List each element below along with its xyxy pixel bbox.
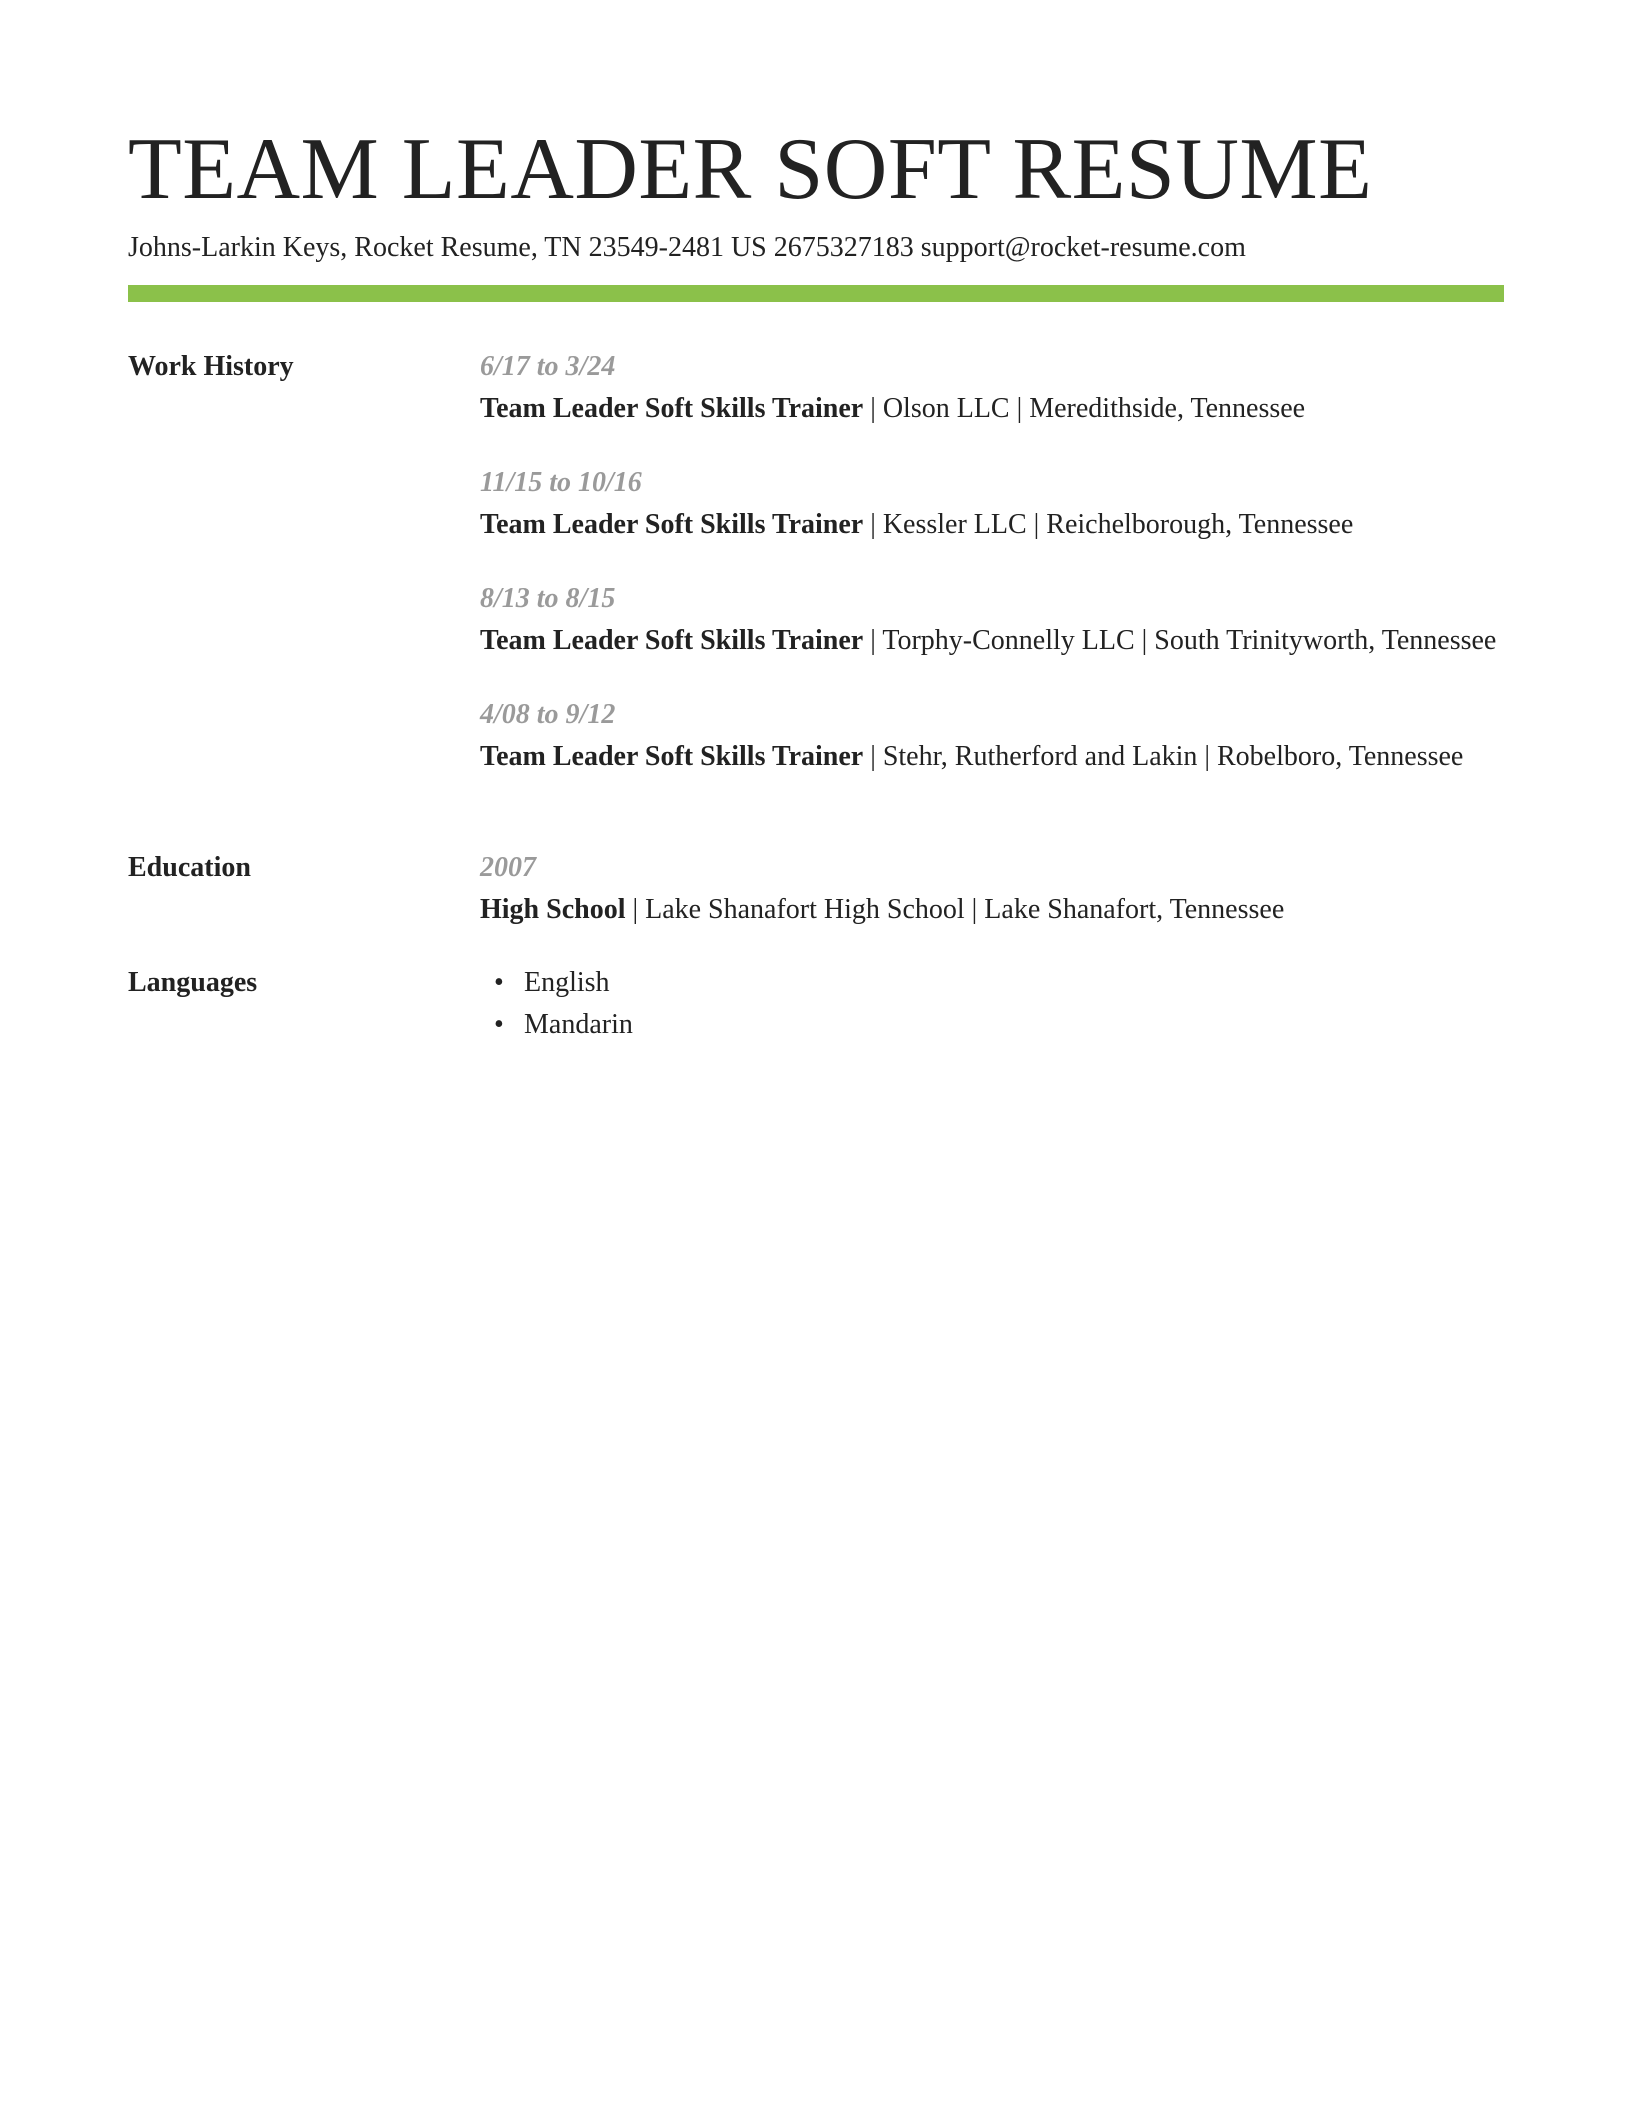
education-label: Education — [128, 852, 251, 883]
languages-label: Languages — [128, 967, 258, 998]
work-history-label: Work History — [128, 351, 294, 382]
work-entry-date: 8/13 to 8/15 — [480, 583, 616, 614]
work-entry-role: Team Leader Soft Skills Trainer — [480, 509, 864, 540]
work-entry-details: | Olson LLC | Meredithside, Tennessee — [863, 393, 1306, 424]
language-name: English — [524, 967, 610, 998]
bullet-icon: • — [494, 1009, 504, 1040]
resume-title: TEAM LEADER SOFT RESUME — [128, 121, 1373, 218]
work-entry-role: Team Leader Soft Skills Trainer — [480, 393, 864, 424]
education-entries — [480, 847, 1504, 963]
work-entry-date: 6/17 to 3/24 — [480, 351, 616, 382]
work-entry — [480, 462, 1504, 546]
work-entry-line — [480, 620, 1504, 662]
language-name: Mandarin — [524, 1009, 633, 1040]
languages-list-container — [480, 962, 1504, 1046]
work-entry-line — [480, 736, 1504, 778]
work-entry-details: | Torphy-Connelly LLC | South Trinityworth, Tennessee — [863, 625, 1497, 656]
work-entry — [480, 346, 1504, 430]
education-entry-details: | Lake Shanafort High School | Lake Shanafort, Tennessee — [625, 894, 1285, 925]
work-entry-date: 11/15 to 10/16 — [480, 467, 642, 498]
work-entry-details: | Stehr, Rutherford and Lakin | Robelboro, Tennessee — [863, 741, 1464, 772]
work-history-entries — [480, 346, 1504, 810]
work-entry-date: 4/08 to 9/12 — [480, 699, 616, 730]
work-entry-role: Team Leader Soft Skills Trainer — [480, 625, 864, 656]
work-entry-line — [480, 504, 1504, 546]
bullet-icon: • — [494, 967, 504, 998]
languages-list — [480, 962, 1504, 1046]
work-entry — [480, 694, 1504, 778]
contact-info: Johns-Larkin Keys, Rocket Resume, TN 23549-2481 US 2675327183 support@rocket-resume.com — [128, 232, 1246, 263]
work-entry-role: Team Leader Soft Skills Trainer — [480, 741, 864, 772]
education-entry — [480, 847, 1504, 931]
language-item — [480, 1004, 1504, 1046]
accent-divider — [128, 285, 1504, 302]
language-item — [480, 962, 1504, 1004]
work-entry-details: | Kessler LLC | Reichelborough, Tennessee — [863, 509, 1354, 540]
work-entry-line — [480, 388, 1504, 430]
education-entry-degree: High School — [480, 894, 626, 925]
education-entry-line — [480, 889, 1504, 931]
education-entry-date: 2007 — [480, 852, 536, 883]
work-entry — [480, 578, 1504, 662]
